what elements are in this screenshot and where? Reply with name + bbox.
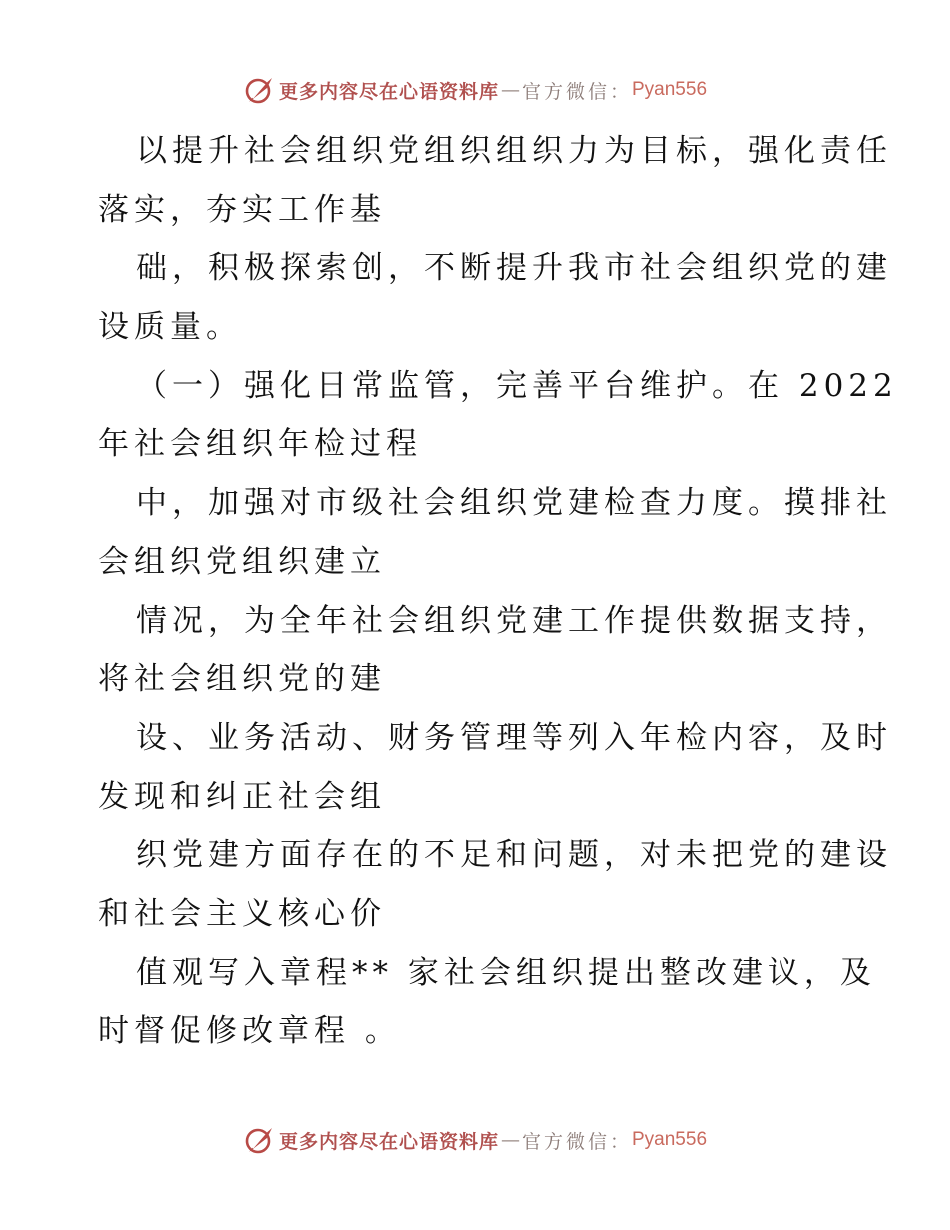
body-line: 设、业务活动、财务管理等列入年检内容，及时	[136, 719, 892, 756]
section-heading-line: （一）强化日常监管，完善平台维护。在 2022	[136, 367, 898, 404]
body-line: 情况，为全年社会组织党建工作提供数据支持，	[136, 602, 892, 639]
quill-logo-icon	[243, 1124, 275, 1156]
header-banner	[0, 70, 950, 110]
banner-dash: —	[500, 1129, 520, 1151]
body-line: 会组织党组织建立	[98, 543, 386, 580]
banner-wechat-id: Pyan556	[632, 1129, 708, 1150]
body-line: 础，积极探索创，不断提升我市社会组织党的建	[136, 250, 892, 287]
document-body	[98, 122, 898, 1061]
body-line: 织党建方面存在的不足和问题，对未把党的建设	[136, 837, 892, 874]
footer-banner	[0, 1120, 950, 1160]
body-line: 和社会主义核心价	[98, 895, 386, 932]
banner-wechat-label: 官方微信：	[521, 1130, 632, 1153]
body-line: 值观写入章程** 家社会组织提出整改建议，及	[136, 954, 876, 991]
body-line: 发现和纠正社会组	[98, 778, 386, 815]
quill-logo-icon	[243, 74, 275, 106]
body-line: 以提升社会组织党组织组织力为目标，强化责任	[136, 133, 892, 169]
banner-brand-text: 更多内容尽在心语资料库	[278, 80, 499, 103]
banner-dash: —	[500, 79, 520, 101]
banner-wechat-label: 官方微信：	[521, 80, 632, 103]
body-line: 将社会组织党的建	[98, 661, 386, 698]
body-line: 时督促修改章程 。	[98, 1013, 401, 1050]
banner-brand-text: 更多内容尽在心语资料库	[278, 1130, 499, 1153]
body-line: 设质量。	[98, 309, 242, 346]
body-line: 落实，夯实工作基	[98, 191, 386, 228]
banner-wechat-id: Pyan556	[632, 79, 708, 100]
body-line: 中，加强对市级社会组织党建检查力度。摸排社	[136, 485, 892, 522]
body-line: 年社会组织年检过程	[98, 426, 422, 463]
